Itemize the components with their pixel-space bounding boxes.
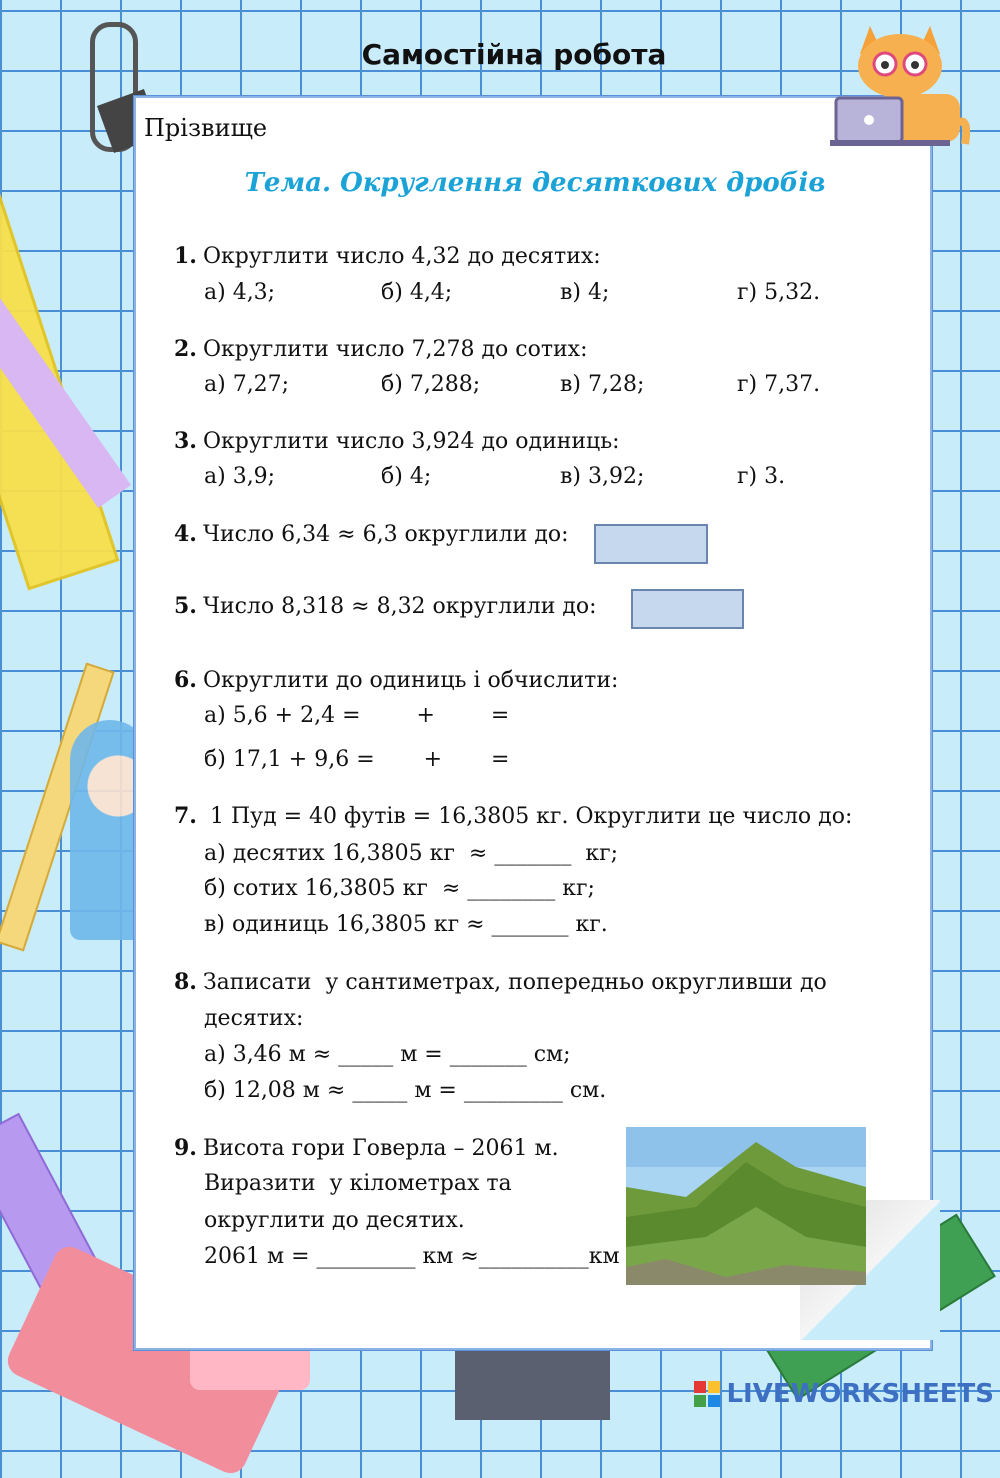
question-text: Висота гори Говерла – 2061 м.: [202, 1136, 559, 1161]
option-c[interactable]: в) 3,92;: [560, 464, 645, 489]
exercise-line-b[interactable]: б) 12,08 м ≈ _____ м = _________ см.: [204, 1078, 607, 1103]
question-text-continued: Виразити у кілометрах та: [204, 1171, 512, 1196]
question-4: [174, 521, 569, 547]
exercise-line-b[interactable]: б) 17,1 + 9,6 = + =: [204, 747, 510, 772]
question-text: Записати у сантиметрах, попередньо округливши до: [202, 970, 827, 995]
exercise-line[interactable]: 2061 м = _________ км ≈__________км: [204, 1244, 620, 1269]
question-number: 2.: [174, 336, 197, 362]
question-3: [174, 428, 620, 454]
option-b[interactable]: б) 4;: [381, 464, 432, 489]
exercise-line-a[interactable]: а) 3,46 м ≈ _____ м = _______ см;: [204, 1042, 571, 1067]
logo-text: LIVEWORKSHEETS: [726, 1379, 994, 1409]
option-b[interactable]: б) 4,4;: [381, 280, 453, 305]
liveworksheets-logo: [694, 1379, 994, 1409]
surname-label: Прізвище: [144, 114, 268, 142]
question-number: 3.: [174, 428, 197, 454]
dark-block-decoration: [455, 1350, 610, 1420]
option-d[interactable]: г) 7,37.: [737, 372, 821, 397]
cat-laptop-icon: [830, 14, 970, 154]
question-text: Округлити число 3,924 до одиниць:: [202, 429, 620, 454]
question-8: [174, 969, 827, 995]
option-a[interactable]: а) 7,27;: [204, 372, 290, 397]
question-text: 1 Пуд = 40 футів = 16,3805 кг. Округлити це число до:: [202, 804, 853, 829]
question-text: Округлити до одиниць і обчислити:: [202, 668, 619, 693]
question-1: [174, 243, 601, 269]
option-b[interactable]: б) 7,288;: [381, 372, 481, 397]
question-number: 5.: [174, 593, 197, 619]
question-9: [174, 1135, 559, 1161]
exercise-line-a[interactable]: а) 5,6 + 2,4 = + =: [204, 703, 510, 728]
question-6: [174, 667, 618, 693]
logo-badge-icon: [694, 1381, 720, 1407]
question-number: 8.: [174, 969, 197, 995]
question-text-continued: округлити до десятих.: [204, 1208, 465, 1233]
exercise-line-c[interactable]: в) одиниць 16,3805 кг ≈ _______ кг.: [204, 912, 608, 937]
question-text-continued: десятих:: [204, 1006, 304, 1031]
question-number: 6.: [174, 667, 197, 693]
question-text: Округлити число 4,32 до десятих:: [202, 244, 601, 269]
answer-input-q5[interactable]: [631, 589, 744, 629]
answer-input-q4[interactable]: [594, 524, 708, 564]
option-c[interactable]: в) 4;: [560, 280, 610, 305]
question-5: [174, 593, 597, 619]
exercise-line-b[interactable]: б) сотих 16,3805 кг ≈ ________ кг;: [204, 876, 595, 901]
option-d[interactable]: г) 5,32.: [737, 280, 821, 305]
hoverla-mountain-image: [626, 1127, 866, 1285]
question-2: [174, 336, 588, 362]
option-c[interactable]: в) 7,28;: [560, 372, 645, 397]
option-d[interactable]: г) 3.: [737, 464, 786, 489]
question-number: 1.: [174, 243, 197, 269]
question-text: Округлити число 7,278 до сотих:: [202, 337, 588, 362]
question-text: Число 6,34 ≈ 6,3 округлили до:: [202, 522, 569, 547]
page-title: Самостійна робота: [361, 38, 667, 71]
option-a[interactable]: а) 4,3;: [204, 280, 276, 305]
exercise-line-a[interactable]: а) десятих 16,3805 кг ≈ _______ кг;: [204, 841, 619, 866]
topic-heading: Тема. Округлення десяткових дробів: [244, 168, 826, 198]
option-a[interactable]: а) 3,9;: [204, 464, 276, 489]
question-number: 7.: [174, 803, 197, 829]
question-7: [174, 803, 852, 829]
question-text: Число 8,318 ≈ 8,32 округлили до:: [202, 594, 597, 619]
question-number: 9.: [174, 1135, 197, 1161]
question-number: 4.: [174, 521, 197, 547]
